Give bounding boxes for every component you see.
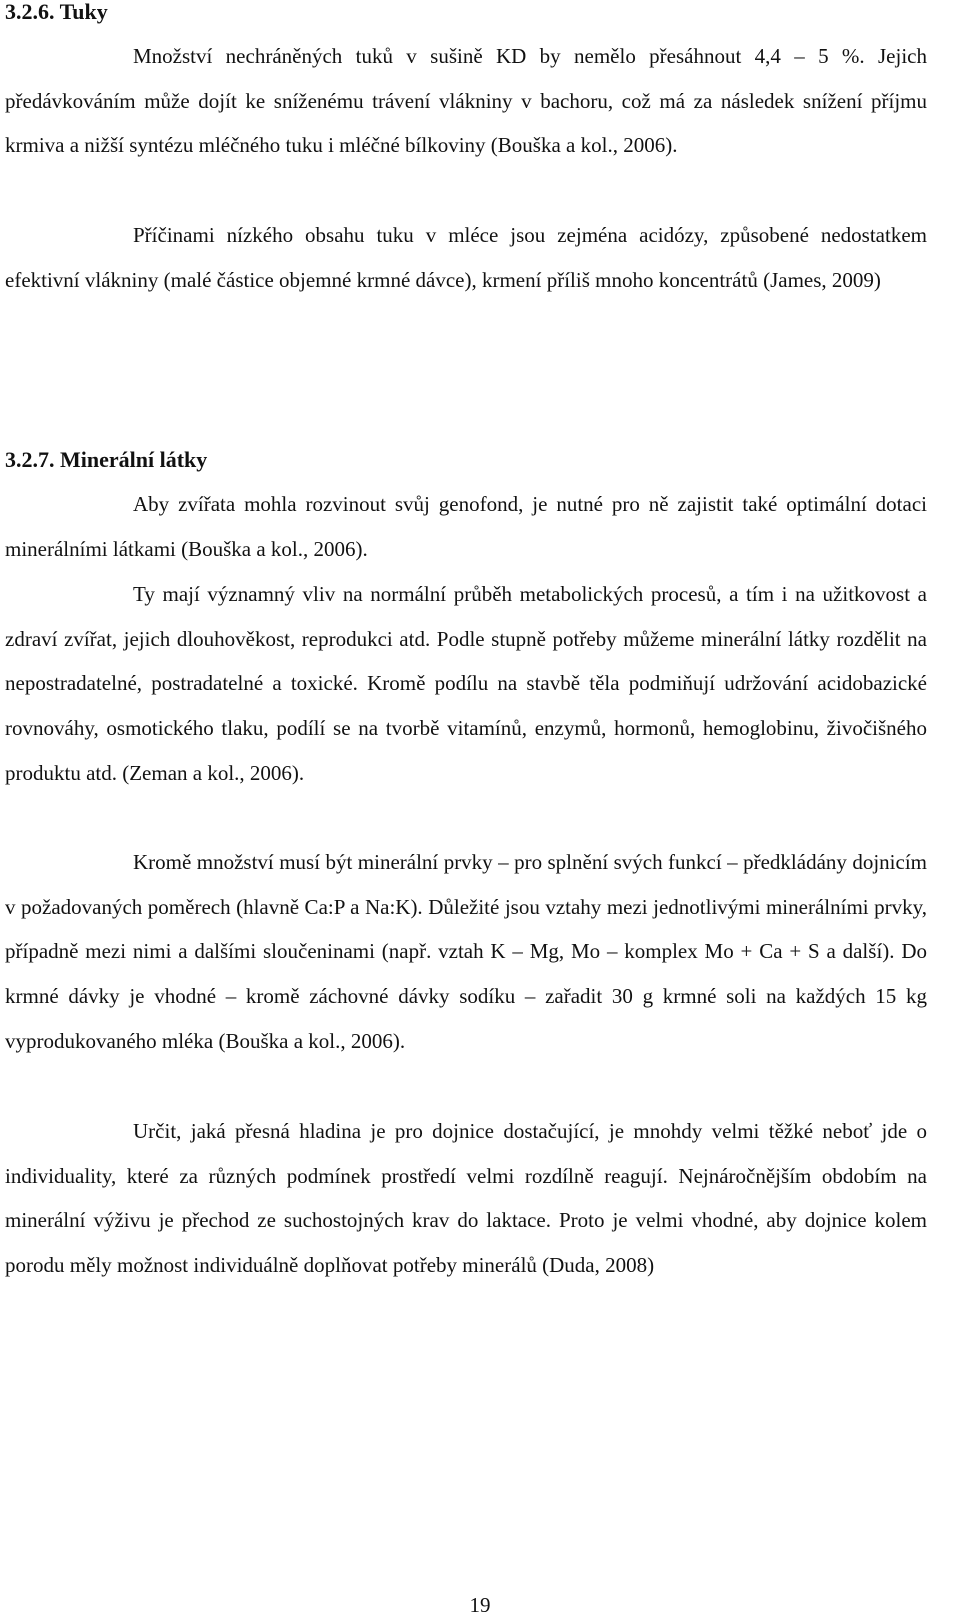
page-number: 19 (469, 1593, 491, 1617)
paragraph-text: Aby zvířata mohla rozvinout svůj genofond, je nutné pro ně zajistit také optimální dotaci minerálními látkami (Bouška a kol., 2006). (5, 492, 927, 561)
paragraph-tuky-1 (5, 34, 927, 168)
paragraph-text: Příčinami nízkého obsahu tuku v mléce jsou zejména acidózy, způsobené nedostatkem efektivní vlákniny (malé částice objemné krmné dávce), krmení příliš mnoho koncentrátů (James, 2009) (5, 223, 927, 292)
paragraph-text: Kromě množství musí být minerální prvky – pro splnění svých funkcí – předkládány dojnicím v požadovaných poměrech (hlavně Ca:P a Na:K). Důležité jsou vztahy mezi jednotlivými minerálními prvky, případně mezi nimi a dalšími sloučeninami (např. vztah K – Mg, Mo – komplex Mo + Ca + S a další). Do krmné dávky je vhodné – kromě záchovné dávky sodíku – zařadit 30 g krmné soli na každých 15 kg vyprodukovaného mléka (Bouška a kol., 2006). (5, 850, 927, 1053)
paragraph-text: Ty mají významný vliv na normální průběh metabolických procesů, a tím i na užitkovost a zdraví zvířat, jejich dlouhověkost, reprodukci atd. Podle stupně potřeby můžeme minerální látky rozdělit na nepostradatelné, postradatelné a toxické. Kromě podílu na stavbě těla podmiňují udržování acidobazické rovnováhy, osmotického tlaku, podílí se na tvorbě vitamínů, enzymů, hormonů, hemoglobinu, živočišného produktu atd. (Zeman a kol., 2006). (5, 582, 927, 785)
paragraph-mineralni-2 (5, 572, 927, 796)
section-heading-tuky: 3.2.6. Tuky (5, 0, 108, 24)
paragraph-mineralni-4 (5, 1109, 927, 1288)
paragraph-mineralni-3 (5, 840, 927, 1064)
paragraph-text: Množství nechráněných tuků v sušině KD by nemělo přesáhnout 4,4 – 5 %. Jejich předávkováním může dojít ke sníženému trávení vlákniny v bachoru, což má za následek snížení příjmu krmiva a nižší syntézu mléčného tuku i mléčné bílkoviny (Bouška a kol., 2006). (5, 44, 927, 158)
paragraph-tuky-2 (5, 213, 927, 302)
paragraph-mineralni-1 (5, 482, 927, 571)
paragraph-text: Určit, jaká přesná hladina je pro dojnice dostačující, je mnohdy velmi těžké neboť jde o individuality, které za různých podmínek prostředí velmi rozdílně reagují. Nejnáročnějším obdobím na minerální výživu je přechod ze suchostojných krav do laktace. Proto je velmi vhodné, aby dojnice kolem porodu měly možnost individuálně doplňovat potřeby minerálů (Duda, 2008) (5, 1119, 927, 1278)
section-heading-mineralni-latky: 3.2.7. Minerální látky (5, 447, 208, 472)
